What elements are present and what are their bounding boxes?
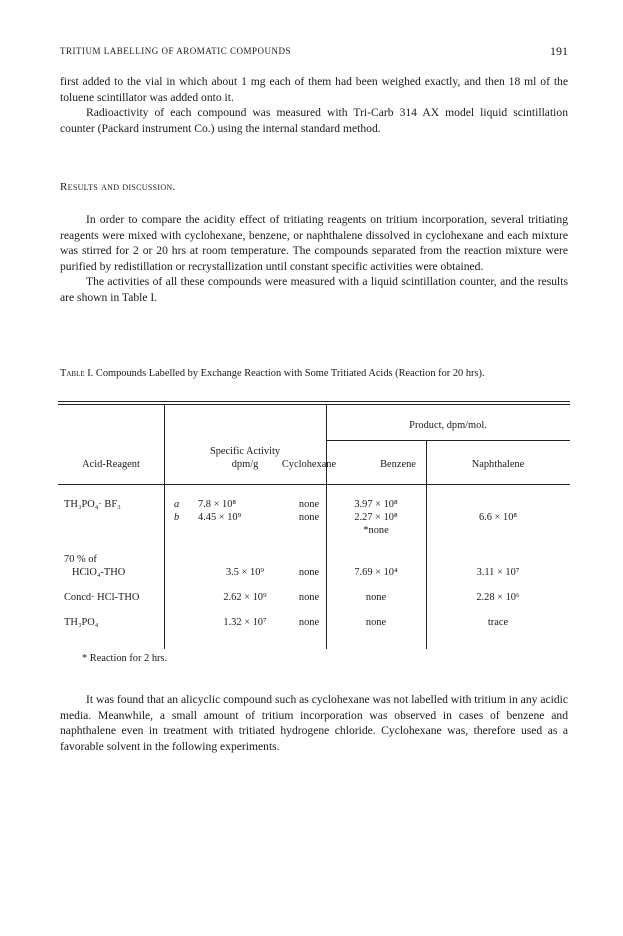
col-divider-1 (164, 404, 165, 649)
row3-activity: 2.62 × 10⁹ (223, 592, 267, 603)
table-top-rule-2 (58, 404, 570, 405)
row4-benz: none (365, 617, 387, 628)
row1-benz-a: 3.97 × 10⁸ (354, 499, 398, 510)
results-text (60, 212, 568, 306)
header-naphthalene: Naphthalene (471, 459, 525, 470)
row4-cyc: none (298, 617, 320, 628)
row1-benz-b: 2.27 × 10⁸ (354, 512, 398, 523)
row2-acid-line1: 70 % of (64, 554, 97, 565)
closing-paragraph: It was found that an alicyclic compound such as cyclohexane was not labelled with tritium in any acidic media. Meanwhile, a small amount of tritium incorporation was observed in cases of benzene and naphthalene even in treatment with tritiated hydrogene chloride. Cyclohexane was, therefore used as a favorable solvent in the following experiments. (60, 693, 568, 753)
product-subrule (326, 440, 570, 441)
table-header-rule (58, 484, 570, 485)
table-top-rule (58, 401, 570, 402)
intro-paragraph-2: Radioactivity of each compound was measured with Tri-Carb 314 AX model liquid scintillation counter (Packard instrument Co.) using the internal standard method. (60, 106, 568, 135)
row2-benz: 7.69 × 10⁴ (354, 567, 398, 578)
results-table (58, 401, 570, 649)
running-head (60, 44, 568, 60)
row4-acid: TH₃PO₄ (64, 617, 99, 628)
product-header: Product, dpm/mol. (409, 420, 487, 431)
row3-benz: none (365, 592, 387, 603)
row1-b-label: b (174, 512, 180, 523)
row4-activity: 1.32 × 10⁷ (223, 617, 267, 628)
header-dpm-g: dpm/g (231, 459, 259, 470)
row3-naph: 2.28 × 10⁶ (476, 592, 520, 603)
header-benzene: Benzene (380, 459, 416, 470)
row2-naph: 3.11 × 10⁷ (476, 567, 520, 578)
intro-paragraph-1: first added to the vial in which about 1 mg each of them had been weighed exactly, and then 18 ml of the toluene scintillator was added onto it. (60, 75, 568, 104)
row1-naph: 6.6 × 10⁸ (478, 512, 518, 523)
row1-cyc-b: none (298, 512, 320, 523)
results-paragraph-1: In order to compare the acidity effect of tritiating reagents on tritium incorporation, several tritiating reagents were mixed with cyclohexane, benzene, or naphthalene dissolved in cyclohexane and each mixture was stirred for 2 or 20 hrs at room temperature. The compounds separated from the reaction mixture were purified by redistillation or recrystallization until constant specific activities were obtained. (60, 213, 568, 273)
row1-cyc-a: none (298, 499, 320, 510)
row3-acid: Concd· HCl-THO (64, 592, 140, 603)
row1-a-activity: 7.8 × 10⁸ (198, 499, 237, 510)
row1-b-activity: 4.45 × 10⁹ (198, 512, 242, 523)
header-specific-activity: Specific Activity (209, 446, 281, 457)
page-number: 191 (550, 44, 568, 58)
header-cyclohexane: Cyclohexane (281, 459, 337, 470)
table-footnote: * Reaction for 2 hrs. (82, 653, 168, 664)
closing-text (60, 692, 568, 754)
row2-activity: 3.5 × 10⁹ (225, 567, 265, 578)
row3-cyc: none (298, 592, 320, 603)
table-caption-text: Compounds Labelled by Exchange Reaction with Some Tritiated Acids (Reaction for 20 hrs). (95, 368, 485, 379)
row2-acid-line2: HClO₄-THO (72, 567, 126, 578)
row2-cyc: none (298, 567, 320, 578)
row1-a-label: a (174, 499, 180, 510)
header-acid-reagent: Acid-Reagent (82, 459, 140, 470)
table-caption-label: Table I. (60, 368, 94, 379)
table-caption (60, 367, 568, 381)
running-title: TRITIUM LABELLING OF AROMATIC COMPOUNDS (60, 46, 292, 56)
row1-acid: TH₃PO₄· BF₃ (64, 499, 121, 510)
row4-naph: trace (487, 617, 509, 628)
intro-text (60, 74, 568, 136)
row1-benz-c: *none (363, 525, 389, 536)
section-heading: Results and discussion. (60, 181, 176, 193)
results-paragraph-2: The activities of all these compounds were measured with a liquid scintillation counter, and the results are shown in Table I. (60, 275, 568, 304)
